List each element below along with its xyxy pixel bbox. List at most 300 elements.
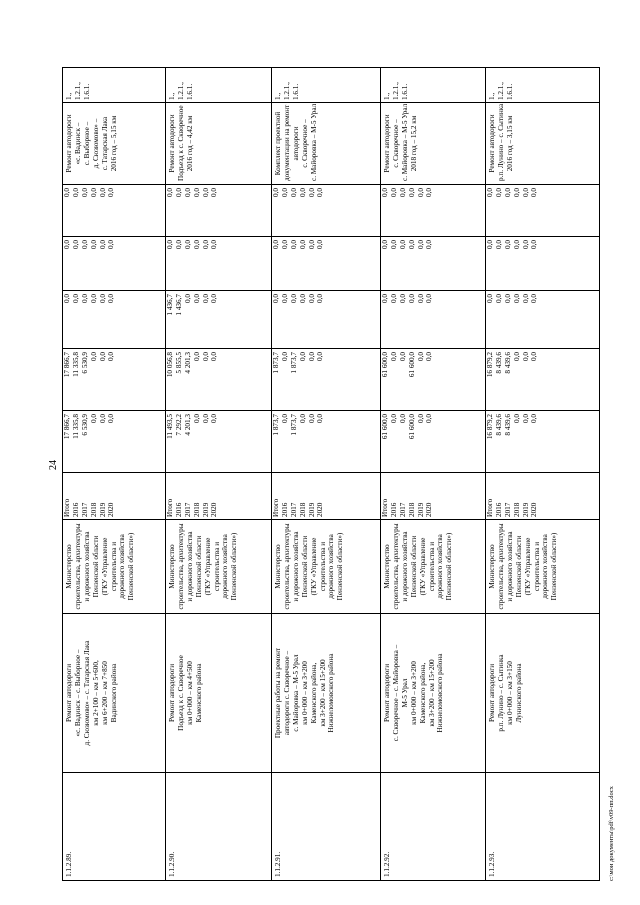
total-value: 4 201,3: [183, 414, 192, 436]
event-name-line: Каменского района,: [418, 662, 427, 724]
indicator-code: 1.6.1.: [505, 83, 514, 100]
source4-cell: [166, 185, 272, 237]
source2-value: 0,0: [289, 294, 298, 303]
result-line: 2016 год – 5,15 км: [109, 115, 118, 172]
total-value: 0,0: [416, 414, 425, 423]
executor-line: (ГКУ «Управление: [523, 537, 532, 596]
table-row: [63, 68, 166, 881]
source2-value: 0,0: [98, 294, 107, 303]
year-label: 2018: [407, 502, 416, 517]
source4-value: 0,0: [63, 188, 71, 197]
source2-value: 0,0: [192, 294, 201, 303]
source3-value: 0,0: [183, 240, 192, 249]
executor-cell: [272, 520, 381, 614]
row-number-cell: [486, 773, 600, 881]
source1-value: 0,0: [307, 352, 316, 361]
executor-line: (ГКУ «Управление: [309, 537, 318, 596]
event-name-line: км 6+200 – км 7+850: [100, 661, 109, 725]
source4-cell: [272, 185, 381, 237]
row-number: 1.1.2.92.: [383, 851, 391, 877]
total-value: 61 600,0: [407, 414, 416, 440]
row-number-cell: [272, 773, 381, 881]
result-line: с. Скворечное –: [300, 119, 309, 168]
year-label: 2020: [107, 502, 116, 517]
year-cell: [166, 473, 272, 520]
executor-cell: [381, 520, 486, 614]
total-value: 0,0: [389, 414, 398, 423]
total-value: 0,0: [98, 414, 107, 423]
source4-value: 0,0: [192, 188, 201, 197]
total-cell: [381, 411, 486, 473]
year-label: 2019: [201, 502, 210, 517]
source2-cell: [381, 291, 486, 349]
year-label: 2018: [89, 502, 98, 517]
source4-value: 0,0: [89, 188, 98, 197]
source3-value: 0,0: [71, 240, 80, 249]
total-cell: [272, 411, 381, 473]
source3-value: 0,0: [316, 240, 325, 249]
source4-value: 0,0: [407, 188, 416, 197]
year-label: 2020: [210, 502, 219, 517]
source3-value: 0,0: [107, 240, 116, 249]
indicator-code: 1.,: [488, 92, 496, 100]
total-value: 0,0: [530, 414, 539, 423]
executor-line: Пензенской области: [91, 535, 100, 598]
source4-value: 0,0: [530, 188, 539, 197]
executor-line: строительства и: [427, 541, 436, 592]
result-line: с. Выборное –: [82, 121, 91, 166]
source3-cell: [166, 237, 272, 291]
executor-line: Пензенской области»): [127, 532, 136, 601]
event-name-line: Ремонт автодороги: [488, 663, 496, 723]
source1-value: 5 855,5: [174, 352, 183, 374]
source4-value: 0,0: [272, 188, 280, 197]
total-value: 0,0: [280, 414, 289, 423]
result-cell: [166, 103, 272, 185]
year-cell: [381, 473, 486, 520]
source2-value: 0,0: [486, 294, 494, 303]
event-name-line: Каменского района,: [309, 662, 318, 724]
source4-value: 0,0: [416, 188, 425, 197]
year-label: 2019: [416, 502, 425, 517]
executor-line: строительства, архитектуры: [73, 523, 82, 610]
year-label: 2017: [80, 502, 89, 517]
source1-cell: [63, 349, 166, 411]
result-line: с. Майоровка – М-5 Урал: [309, 103, 318, 181]
result-line: д. Сюзюмово» –: [91, 118, 100, 169]
result-line: Ремонт автодороги: [65, 114, 73, 173]
source4-value: 0,0: [503, 188, 512, 197]
year-label: Итого: [486, 498, 494, 517]
source3-value: 0,0: [521, 240, 530, 249]
event-name-line: М-5 Урал: [400, 678, 409, 708]
event-name-line: Ремонт автодороги: [383, 663, 391, 723]
year-label: 2016: [389, 502, 398, 517]
total-value: 8 439,6: [494, 414, 503, 436]
result-cell: [272, 103, 381, 185]
executor-line: строительства и: [212, 541, 221, 592]
event-name-line: Лунинского района: [514, 663, 523, 723]
indicator-code: 1.2.1.,: [496, 82, 505, 100]
source4-value: 0,0: [494, 188, 503, 197]
source3-value: 0,0: [494, 240, 503, 249]
year-label: Итого: [272, 498, 280, 517]
executor-line: и дорожного хозяйства: [291, 531, 300, 602]
event-name-cell: [166, 614, 272, 773]
source4-value: 0,0: [210, 188, 219, 197]
source1-value: 61 600,0: [381, 352, 389, 378]
total-value: 0,0: [201, 414, 210, 423]
executor-line: Пензенской области»): [336, 532, 345, 601]
source2-value: 0,0: [494, 294, 503, 303]
executor-line: строительства и: [532, 541, 541, 592]
event-name-line: км 2+100 – км 5+600,: [91, 660, 100, 726]
source3-value: 0,0: [381, 240, 389, 249]
source3-value: 0,0: [530, 240, 539, 249]
event-name-line: км 0+000 – км 3+200: [300, 661, 309, 725]
source1-value: 0,0: [107, 352, 116, 361]
source2-value: 0,0: [298, 294, 307, 303]
event-name-cell: [381, 614, 486, 773]
event-name-cell: [272, 614, 381, 773]
event-name-line: «с. Вадинск – с. Выборное –: [73, 649, 82, 737]
source3-value: 0,0: [63, 240, 71, 249]
source3-cell: [486, 237, 600, 291]
total-value: 0,0: [107, 414, 116, 423]
source1-value: 0,0: [389, 352, 398, 361]
year-label: 2018: [192, 502, 201, 517]
source1-cell: [272, 349, 381, 411]
source1-value: 0,0: [298, 352, 307, 361]
year-label: 2020: [316, 502, 325, 517]
total-value: 8 439,6: [503, 414, 512, 436]
source1-cell: [381, 349, 486, 411]
event-name-cell: [63, 614, 166, 773]
event-name-line: км 3+200 – км 15+200: [427, 659, 436, 727]
source3-value: 0,0: [166, 240, 174, 249]
source2-value: 0,0: [530, 294, 539, 303]
result-line: с. Майоровка – М-5 Урал: [400, 103, 409, 181]
source3-cell: [272, 237, 381, 291]
source2-value: 0,0: [272, 294, 280, 303]
total-value: 11 335,8: [71, 414, 80, 439]
result-line: автодороги: [291, 126, 300, 161]
total-value: 61 600,0: [381, 414, 389, 440]
source3-value: 0,0: [298, 240, 307, 249]
year-label: 2017: [398, 502, 407, 517]
source4-value: 0,0: [174, 188, 183, 197]
executor-line: дорожного хозяйства: [118, 534, 127, 599]
indicator-code: 1.,: [65, 92, 73, 100]
event-name-cell: [486, 614, 600, 773]
source3-value: 0,0: [272, 240, 280, 249]
source2-cell: [272, 291, 381, 349]
event-name-line: км 0+000 – км 3+200: [409, 661, 418, 725]
source2-value: 1 436,7: [174, 294, 183, 316]
result-cell: [486, 103, 600, 185]
source3-value: 0,0: [486, 240, 494, 249]
indicator-codes-cell: [272, 68, 381, 103]
total-value: 17 866,7: [63, 414, 71, 440]
source3-value: 0,0: [89, 240, 98, 249]
table-row: [272, 68, 381, 881]
indicator-codes-cell: [166, 68, 272, 103]
source1-value: 8 439,6: [494, 352, 503, 374]
total-cell: [166, 411, 272, 473]
event-name-line: Каменского района: [194, 663, 203, 723]
row-number-cell: [166, 773, 272, 881]
source1-value: 17 866,7: [63, 352, 71, 378]
executor-line: и дорожного хозяйства: [82, 531, 91, 602]
executor-line: Министерство: [488, 544, 496, 589]
source1-value: 0,0: [316, 352, 325, 361]
source2-value: 0,0: [201, 294, 210, 303]
source3-cell: [381, 237, 486, 291]
year-label: 2019: [98, 502, 107, 517]
result-line: 2016 год – 3,15 км: [505, 115, 514, 172]
source4-value: 0,0: [486, 188, 494, 197]
source1-value: 16 879,2: [486, 352, 494, 378]
total-value: 0,0: [192, 414, 201, 423]
source2-value: 0,0: [503, 294, 512, 303]
executor-line: (ГКУ «Управление: [100, 537, 109, 596]
source3-value: 0,0: [98, 240, 107, 249]
indicator-code: 1.6.1.: [185, 83, 194, 100]
source4-cell: [381, 185, 486, 237]
source1-value: 0,0: [280, 352, 289, 361]
indicator-code: 1.,: [274, 92, 282, 100]
source1-value: 1 873,7: [272, 352, 280, 374]
source4-value: 0,0: [98, 188, 107, 197]
result-line: Комплект проектной: [274, 111, 282, 176]
executor-line: Пензенской области: [300, 535, 309, 598]
page-number: 24: [48, 460, 59, 470]
executor-line: (ГКУ «Управление: [418, 537, 427, 596]
source4-value: 0,0: [316, 188, 325, 197]
indicator-code: 1.,: [168, 92, 176, 100]
event-name-line: р.п. Лунино – с. Сытинка: [496, 654, 505, 732]
indicator-code: 1.6.1.: [291, 83, 300, 100]
year-label: 2016: [71, 502, 80, 517]
source4-value: 0,0: [521, 188, 530, 197]
executor-line: дорожного хозяйства: [221, 534, 230, 599]
source3-value: 0,0: [210, 240, 219, 249]
source3-value: 0,0: [398, 240, 407, 249]
source1-value: 1 873,7: [289, 352, 298, 374]
source2-value: 0,0: [407, 294, 416, 303]
source4-value: 0,0: [307, 188, 316, 197]
result-line: р.п. Лунино – с. Сытинка: [496, 103, 505, 181]
source4-value: 0,0: [389, 188, 398, 197]
total-value: 1 873,7: [289, 414, 298, 436]
indicator-code: 1.6.1.: [400, 83, 409, 100]
source4-value: 0,0: [298, 188, 307, 197]
source1-value: 0,0: [201, 352, 210, 361]
total-value: 11 493,5: [166, 414, 174, 439]
event-name-line: км 3+200 – км 15+200: [318, 659, 327, 727]
source1-value: 0,0: [89, 352, 98, 361]
source1-value: 10 056,8: [166, 352, 174, 378]
year-label: 2020: [530, 502, 539, 517]
source3-value: 0,0: [192, 240, 201, 249]
source4-value: 0,0: [512, 188, 521, 197]
executor-line: Министерство: [383, 544, 391, 589]
year-label: 2019: [307, 502, 316, 517]
result-cell: [63, 103, 166, 185]
year-label: 2017: [183, 502, 192, 517]
year-label: 2016: [174, 502, 183, 517]
source1-value: 0,0: [416, 352, 425, 361]
total-value: 0,0: [512, 414, 521, 423]
source4-cell: [486, 185, 600, 237]
executor-line: (ГКУ «Управление: [203, 537, 212, 596]
source1-value: 11 335,8: [71, 352, 80, 377]
source1-cell: [486, 349, 600, 411]
source2-value: 0,0: [425, 294, 434, 303]
indicator-code: 1.2.1.,: [176, 82, 185, 100]
total-value: 0,0: [316, 414, 325, 423]
source3-value: 0,0: [416, 240, 425, 249]
total-value: 0,0: [521, 414, 530, 423]
result-line: Подъезд к с. Скворечное: [176, 105, 185, 181]
total-value: 6 530,9: [80, 414, 89, 436]
source4-value: 0,0: [425, 188, 434, 197]
event-name-line: автодороги с. Скворечное –: [282, 650, 291, 736]
source3-value: 0,0: [503, 240, 512, 249]
executor-line: строительства и: [318, 541, 327, 592]
indicator-codes-cell: [63, 68, 166, 103]
executor-line: Министерство: [65, 544, 73, 589]
source2-value: 0,0: [381, 294, 389, 303]
source2-value: 0,0: [80, 294, 89, 303]
source2-value: 0,0: [307, 294, 316, 303]
source2-value: 1 436,7: [166, 294, 174, 316]
source1-cell: [166, 349, 272, 411]
source1-value: 0,0: [530, 352, 539, 361]
row-number: 1.1.2.93.: [488, 851, 496, 877]
result-line: Ремонт автодороги: [488, 114, 496, 173]
source4-value: 0,0: [166, 188, 174, 197]
result-line: Ремонт автодороги: [383, 114, 391, 173]
executor-line: Пензенской области»): [230, 532, 239, 601]
source2-value: 0,0: [71, 294, 80, 303]
total-value: 16 879,2: [486, 414, 494, 440]
total-value: 7 292,2: [174, 414, 183, 436]
executor-cell: [486, 520, 600, 614]
executor-line: дорожного хозяйства: [436, 534, 445, 599]
executor-line: Пензенской области: [194, 535, 203, 598]
total-cell: [63, 411, 166, 473]
event-name-line: Нижнеломовского района: [436, 653, 445, 733]
footer-file-path: c:\мои документы\pdf\v09-пп.docx: [608, 786, 615, 881]
program-table: [62, 67, 600, 881]
executor-line: и дорожного хозяйства: [400, 531, 409, 602]
source4-value: 0,0: [289, 188, 298, 197]
source4-value: 0,0: [201, 188, 210, 197]
source2-cell: [486, 291, 600, 349]
source2-value: 0,0: [107, 294, 116, 303]
source2-value: 0,0: [416, 294, 425, 303]
executor-line: Пензенской области: [514, 535, 523, 598]
executor-line: Министерство: [168, 544, 176, 589]
source3-value: 0,0: [512, 240, 521, 249]
year-label: 2017: [503, 502, 512, 517]
result-line: с. Скворечное –: [391, 119, 400, 168]
source2-value: 0,0: [210, 294, 219, 303]
event-name-line: с. Майоровка – М-5 Урал: [291, 654, 300, 732]
source2-value: 0,0: [389, 294, 398, 303]
year-label: 2017: [289, 502, 298, 517]
executor-cell: [166, 520, 272, 614]
source1-value: 0,0: [512, 352, 521, 361]
total-value: 0,0: [425, 414, 434, 423]
executor-line: Пензенской области: [409, 535, 418, 598]
row-number: 1.1.2.90.: [168, 851, 176, 877]
year-label: Итого: [63, 498, 71, 517]
source2-value: 0,0: [183, 294, 192, 303]
source4-value: 0,0: [80, 188, 89, 197]
total-value: 1 873,7: [272, 414, 280, 436]
source4-value: 0,0: [398, 188, 407, 197]
event-name-line: Проектные работы на ремонт: [274, 647, 282, 739]
executor-line: Пензенской области»): [550, 532, 559, 601]
source4-value: 0,0: [71, 188, 80, 197]
source3-value: 0,0: [80, 240, 89, 249]
row-number: 1.1.2.91.: [274, 851, 282, 877]
indicator-code: 1.2.1.,: [73, 82, 82, 100]
indicator-codes-cell: [486, 68, 600, 103]
event-name-line: км 0+000 – км 3+150: [505, 661, 514, 725]
source4-cell: [63, 185, 166, 237]
executor-line: строительства, архитектуры: [176, 523, 185, 610]
source2-value: 0,0: [316, 294, 325, 303]
source1-value: 0,0: [210, 352, 219, 361]
source2-value: 0,0: [398, 294, 407, 303]
source3-value: 0,0: [389, 240, 398, 249]
year-cell: [272, 473, 381, 520]
row-number: 1.1.2.89.: [65, 851, 73, 877]
total-value: 0,0: [210, 414, 219, 423]
total-value: 0,0: [298, 414, 307, 423]
executor-line: и дорожного хозяйства: [505, 531, 514, 602]
event-name-line: с. Скворечное – с. Майоровка –: [391, 644, 400, 742]
source3-value: 0,0: [407, 240, 416, 249]
table-row: [486, 68, 600, 881]
table-row: [166, 68, 272, 881]
year-label: 2018: [298, 502, 307, 517]
event-name-line: д. Сюзюмово» – с. Татарская Лака: [82, 640, 91, 746]
source3-value: 0,0: [201, 240, 210, 249]
result-line: документации на ремонт: [282, 104, 291, 181]
indicator-code: 1.2.1.,: [391, 82, 400, 100]
executor-line: строительства, архитектуры: [496, 523, 505, 610]
source2-cell: [63, 291, 166, 349]
result-cell: [381, 103, 486, 185]
result-line: «с. Вадинск –: [73, 122, 82, 165]
source1-value: 0,0: [398, 352, 407, 361]
result-line: с. Татарская Лака: [100, 116, 109, 171]
result-line: Ремонт автодороги: [168, 114, 176, 173]
executor-line: строительства, архитектуры: [282, 523, 291, 610]
source4-value: 0,0: [183, 188, 192, 197]
executor-line: дорожного хозяйства: [541, 534, 550, 599]
source4-value: 0,0: [107, 188, 116, 197]
total-value: 0,0: [307, 414, 316, 423]
indicator-code: 1.6.1.: [82, 83, 91, 100]
source2-value: 0,0: [521, 294, 530, 303]
year-label: Итого: [381, 498, 389, 517]
year-label: Итого: [166, 498, 174, 517]
